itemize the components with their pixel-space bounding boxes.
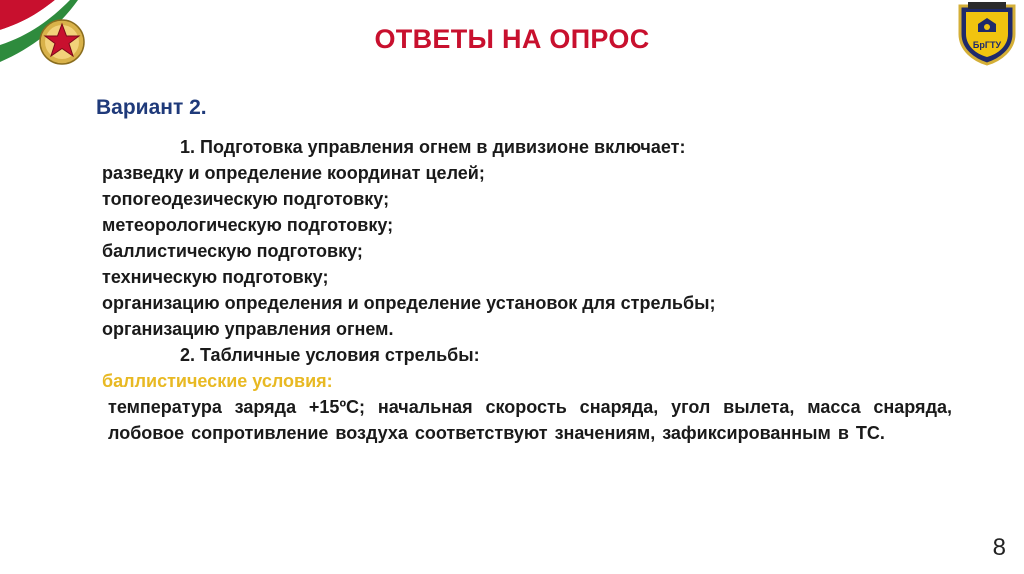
- variant-heading: Вариант 2.: [96, 96, 207, 119]
- question-2: 2. Табличные условия стрельбы:: [180, 345, 480, 365]
- answer-item: метеорологическую подготовку;: [102, 215, 394, 235]
- answer-item: разведку и определение координат целей;: [102, 163, 485, 183]
- answer-item: организацию определения и определение установок для стрельбы;: [102, 293, 716, 313]
- answer-item: организацию управления огнем.: [102, 319, 394, 339]
- question-1: 1. Подготовка управления огнем в дивизионе включает:: [180, 137, 686, 157]
- answer-content: [102, 134, 952, 446]
- ballistic-conditions-text: температура заряда +15ºС; начальная скорость снаряда, угол вылета, масса снаряда, лобовое сопротивление воздуха соответствуют значениям, зафиксированным в ТС.: [108, 397, 952, 443]
- page-number: 8: [992, 534, 1006, 561]
- emblem-label: БрГТУ: [972, 40, 1002, 50]
- answer-item: баллистическую подготовку;: [102, 241, 363, 261]
- answer-item: техническую подготовку;: [102, 267, 329, 287]
- page-title: ОТВЕТЫ НА ОПРОС: [374, 24, 650, 54]
- ballistic-conditions-label: баллистические условия:: [102, 371, 333, 391]
- answer-item: топогеодезическую подготовку;: [102, 189, 390, 209]
